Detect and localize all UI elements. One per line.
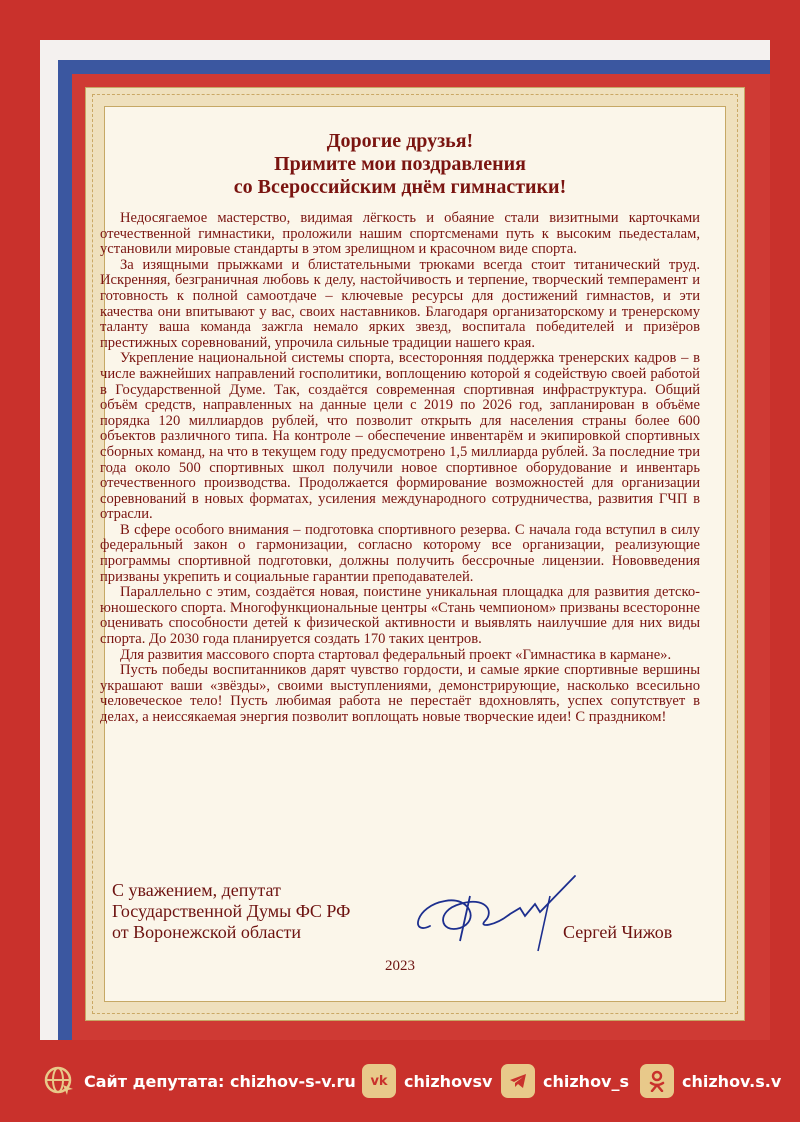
paragraph: В сфере особого внимания – подготовка спортивного резерва. С начала года вступил в силу федеральный закон о гармонизации, согласно которому все организации, реализующие программы спортивной подготовки, должны получить бессрочные лицензии. Нововведения призваны укрепить и социальные гарантии преподавателей. [100,521,700,585]
website-label: Сайт депутата: chizhov-s-v.ru [84,1071,356,1091]
letter-content [100,130,700,726]
paragraph: Укрепление национальной системы спорта, всесторонняя поддержка тренерских кадров – в числе важнейших направлений госполитики, воплощению которой я содействую своей работой в Государственной Думе. Так, создаётся современная спортивная инфраструктура. Общий объём средств, направленных на данные цели с 2019 по 2026 год, запланирован в объёме порядка 120 миллиардов рублей, что позволит открыть для населения страны более 600 объектов различного типа. На контроле – обеспечение инвентарём и экипировкой спортивных сборных команд, на что в текущем году предусмотрено 1,5 миллиарда рублей. За последние три года около 500 спортивных школ получили новое спортивное оборудование и инвентарь отечественного производства. Продолжается формирование возможностей для организации соревнований в новых форматах, усиления международного сотрудничества, развития ГЧП в отрасли. [100,350,700,523]
signature-line-1: С уважением, депутат [112,880,281,900]
heading-line-1: Дорогие друзья! [326,130,474,152]
ok-handle: chizhov.s.v [682,1071,782,1091]
telegram-link[interactable] [501,1064,629,1098]
handwritten-signature [400,866,590,956]
paragraph: За изящными прыжками и блистательными трюками всегда стоит титанический труд. Искренняя, безграничная любовь к делу, настойчивость и терпение, творческий темперамент и готовность к полной самоотдаче – ключевые ресурсы для достижений гимнастов, и эти качества они впитывают у вас, своих наставников. Благодаря организаторскому и тренерскому таланту ваша команда зажгла немало ярких звезд, воспитала победителей и призёров престижных соревнований, упрочила сильные традиции нашего края. [100,256,700,351]
odnoklassniki-icon [640,1064,674,1098]
paragraph: Для развития массового спорта стартовал федеральный проект «Гимнастика в кармане». [120,646,672,663]
telegram-icon [501,1064,535,1098]
signature-line-3: от Воронежской области [112,922,301,942]
signature-block [112,880,350,943]
letter-heading [100,130,700,199]
heading-line-2: Примите мои поздравления [274,153,526,175]
footer-contacts [0,1050,800,1110]
paragraph: Недосягаемое мастерство, видимая лёгкость и обаяние стали визитными карточками отечественной гимнастики, проложили нашим спортсменами путь к высоким пьедесталам, установили мировые стандарты в этом зрелищном и красочном виде спорта. [100,210,700,258]
signature-line-2: Государственной Думы ФС РФ [112,901,351,921]
paragraph: Пусть победы воспитанников дарят чувство гордости, и самые яркие спортивные вершины украшают ваши «звёзды», своими выступлениями, демонстрирующие, насколько всесильно человеческое тело! Пусть любимая работа не перестаёт вдохновлять, успех сопутствует в делах, а неиссякаемая энергия позволит воплощать новые творческие идеи! С праздником! [100,662,700,725]
website-link[interactable] [42,1064,356,1098]
vk-handle: chizhovsv [404,1071,493,1091]
signer-name: Сергей Чижов [563,922,673,942]
vk-link[interactable] [362,1064,492,1098]
odnoklassniki-link[interactable] [640,1064,781,1098]
vk-icon: vk [362,1064,396,1098]
year: 2023 [385,958,415,974]
heading-line-3: со Всероссийским днём гимнастики! [233,176,567,198]
globe-cursor-icon [42,1064,76,1098]
telegram-handle: chizhov_s [543,1071,630,1091]
paragraph: Параллельно с этим, создаётся новая, поистине уникальная площадка для развития детско-юношеского спорта. Многофункциональные центры «Стань чемпионом» призваны всесторонне оценивать способности детей к физической активности и выявлять наилучшие для них виды спорта. До 2030 года планируется создать 170 таких центров. [100,584,700,648]
